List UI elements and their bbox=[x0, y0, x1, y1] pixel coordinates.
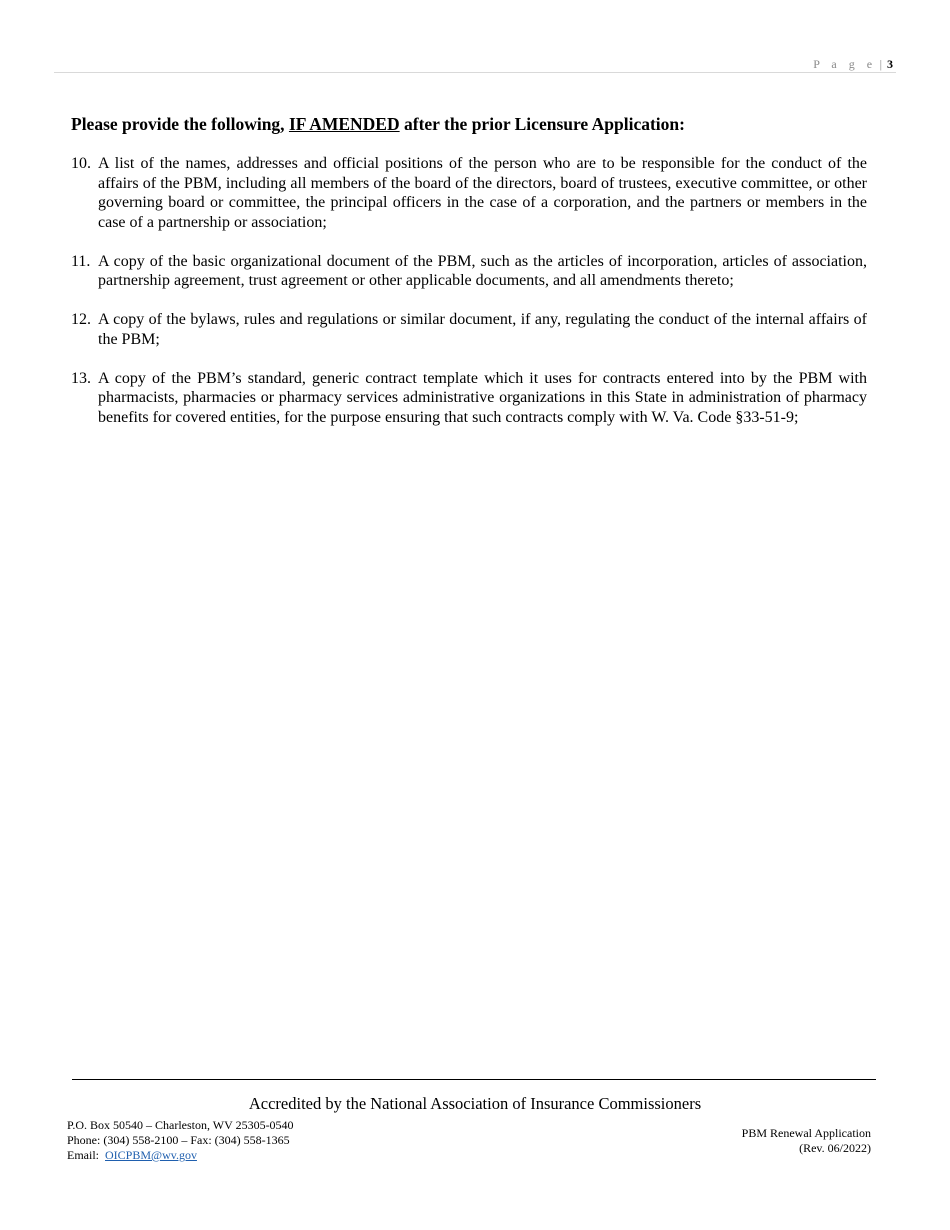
list-item bbox=[71, 154, 867, 232]
header-divider bbox=[54, 72, 896, 73]
item-number: 10. bbox=[71, 155, 91, 172]
page-label: P a g e bbox=[813, 57, 877, 71]
list-item bbox=[71, 252, 867, 291]
list-item bbox=[71, 310, 867, 349]
item-text: A copy of the basic organizational document of the PBM, such as the articles of incorporation, articles of association, partnership agreement, trust agreement or other applicable documents, and all amendments thereto; bbox=[98, 252, 867, 289]
page-number: 3 bbox=[887, 57, 893, 71]
page-separator: | bbox=[879, 57, 882, 71]
heading-emphasis: IF AMENDED bbox=[288, 114, 400, 134]
list-item bbox=[71, 369, 867, 428]
footer-email-label: Email: bbox=[67, 1148, 99, 1162]
section-heading bbox=[71, 113, 871, 135]
form-name: PBM Renewal Application bbox=[741, 1126, 871, 1140]
footer-email-line bbox=[67, 1148, 294, 1163]
item-number: 13. bbox=[71, 369, 91, 387]
footer-form-info bbox=[742, 1126, 871, 1156]
requirements-list bbox=[71, 154, 867, 447]
footer-email-link[interactable]: OICPBM@wv.gov bbox=[105, 1148, 197, 1162]
heading-prefix: Please provide the following, bbox=[71, 114, 289, 134]
item-text: A copy of the bylaws, rules and regulations or similar document, if any, regulating the conduct of the internal affairs of the PBM; bbox=[98, 311, 867, 348]
form-revision: (Rev. 06/2022) bbox=[799, 1141, 871, 1155]
item-number: 11. bbox=[71, 252, 91, 270]
item-number: 12. bbox=[71, 311, 91, 328]
heading-suffix: after the prior Licensure Application: bbox=[399, 114, 685, 134]
item-text: A copy of the PBM’s standard, generic contract template which it uses for contracts entered into by the PBM with pharmacists, pharmacies or pharmacy services administrative organizations in this State in administration of pharmacy benefits for covered entities, for the purpose ensuring that such contracts comply with W. Va. Code §33-51-9; bbox=[98, 369, 867, 426]
footer-phone: Phone: (304) 558-2100 – Fax: (304) 558-1365 bbox=[67, 1133, 290, 1147]
footer-divider bbox=[72, 1079, 876, 1080]
footer-address: P.O. Box 50540 – Charleston, WV 25305-0540 bbox=[67, 1118, 294, 1132]
page-header bbox=[813, 56, 893, 72]
item-text: A list of the names, addresses and official positions of the person who are to be responsible for the conduct of the affairs of the PBM, including all members of the board of the directors, board of trustees, executive committee, or other governing board or committee, the principal officers in the case of a corporation, and the partners or members in the case of a partnership or association; bbox=[98, 155, 867, 231]
accreditation-line: Accredited by the National Association of Insurance Commissioners bbox=[248, 1094, 702, 1113]
footer-contact bbox=[67, 1118, 294, 1163]
